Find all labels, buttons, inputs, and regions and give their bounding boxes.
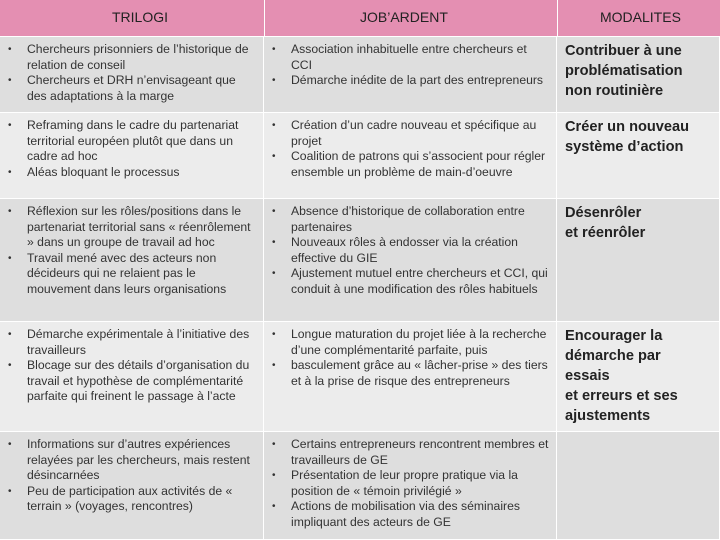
modalite-line: Contribuer à une [565, 43, 682, 59]
bullet-item: • Peu de participation aux activités de « terrain » (voyages, rencontres) [8, 484, 257, 515]
bullet-item: • Ajustement mutuel entre chercheurs et CCI, qui conduit à une modification des rôles habituels [272, 266, 550, 297]
bullet-item: • Informations sur d’autres expériences relayées par les chercheurs, mais restent désincarnées [8, 437, 257, 484]
bullet-list [272, 204, 550, 298]
cell-trilogi [0, 431, 264, 539]
bullet-list [272, 327, 550, 389]
bullet-item: • basculement grâce au « lâcher-prise » des tiers et à la prise de risque des entrepreneurs [272, 358, 550, 389]
modalite-line: et réenrôler [565, 225, 646, 241]
bullet-item: • Réflexion sur les rôles/positions dans le partenariat territorial sans « réenrôlement » dans un groupe de travail ad hoc [8, 204, 257, 251]
cell-jobardent [264, 198, 557, 321]
bullet-item: • Présentation de leur propre pratique via la position de « témoin privilégié » [272, 468, 550, 499]
modalite-line: problématisation [565, 63, 683, 79]
modalite-line: et erreurs et ses [565, 388, 678, 404]
bullet-item: • Démarche expérimentale à l’initiative des travailleurs [8, 327, 257, 358]
cell-modalite [557, 36, 720, 112]
cell-jobardent [264, 431, 557, 539]
bullet-list [8, 437, 257, 515]
cell-jobardent [264, 321, 557, 431]
modalite-line: essais [565, 368, 610, 384]
bullet-item: • Création d’un cadre nouveau et spécifique au projet [272, 118, 550, 149]
cell-jobardent [264, 36, 557, 112]
modalite-line: système d’action [565, 139, 684, 155]
bullet-item: • Aléas bloquant le processus [8, 165, 257, 181]
cell-modalite [557, 431, 720, 539]
modalite-line: non routinière [565, 83, 664, 99]
bullet-item: • Absence d’historique de collaboration entre partenaires [272, 204, 550, 235]
bullet-list [272, 118, 550, 180]
bullet-item: • Reframing dans le cadre du partenariat territorial européen plutôt que dans un cadre ad hoc [8, 118, 257, 165]
bullet-item: • Association inhabituelle entre chercheurs et CCI [272, 42, 550, 73]
cell-trilogi [0, 36, 264, 112]
bullet-list [8, 327, 257, 405]
bullet-list [8, 42, 257, 104]
bullet-list [8, 204, 257, 298]
bullet-item: • Certains entrepreneurs rencontrent membres et travailleurs de GE [272, 437, 550, 468]
bullet-item: • Blocage sur des détails d’organisation du travail et hypothèse de complémentarité parfaite qui freinent le passage à l’acte [8, 358, 257, 405]
bullet-item: • Chercheurs et DRH n’envisageant que des adaptations à la marge [8, 73, 257, 104]
modalite-line: démarche par [565, 348, 661, 364]
header-trilogi: TRILOGI [0, 0, 264, 36]
cell-modalite [557, 198, 720, 321]
header-jobardent: JOB’ARDENT [264, 0, 557, 36]
bullet-item: • Longue maturation du projet liée à la recherche d’une complémentarité parfaite, puis [272, 327, 550, 358]
modalite-line: Encourager la [565, 328, 663, 344]
bullet-list [272, 437, 550, 531]
bullet-item: • Actions de mobilisation via des séminaires impliquant des acteurs de GE [272, 499, 550, 530]
bullet-item: • Nouveaux rôles à endosser via la création effective du GIE [272, 235, 550, 266]
cell-jobardent [264, 112, 557, 198]
cell-trilogi [0, 112, 264, 198]
modalite-line: Créer un nouveau [565, 119, 690, 135]
bullet-item: • Travail mené avec des acteurs non décideurs qui ne relaient pas le mouvement dans leurs organisations [8, 251, 257, 298]
bullet-item: • Coalition de patrons qui s’associent pour régler ensemble un problème de main-d’oeuvre [272, 149, 550, 180]
bullet-list [8, 118, 257, 180]
bullet-item: • Chercheurs prisonniers de l’historique de relation de conseil [8, 42, 257, 73]
cell-trilogi [0, 321, 264, 431]
cell-trilogi [0, 198, 264, 321]
cell-modalite [557, 321, 720, 431]
modalite-line: Désenrôler [565, 205, 642, 221]
header-modalites: MODALITES [557, 0, 720, 36]
bullet-item: • Démarche inédite de la part des entrepreneurs [272, 73, 550, 89]
bullet-list [272, 42, 550, 89]
cell-modalite [557, 112, 720, 198]
modalite-line: ajustements [565, 408, 651, 424]
